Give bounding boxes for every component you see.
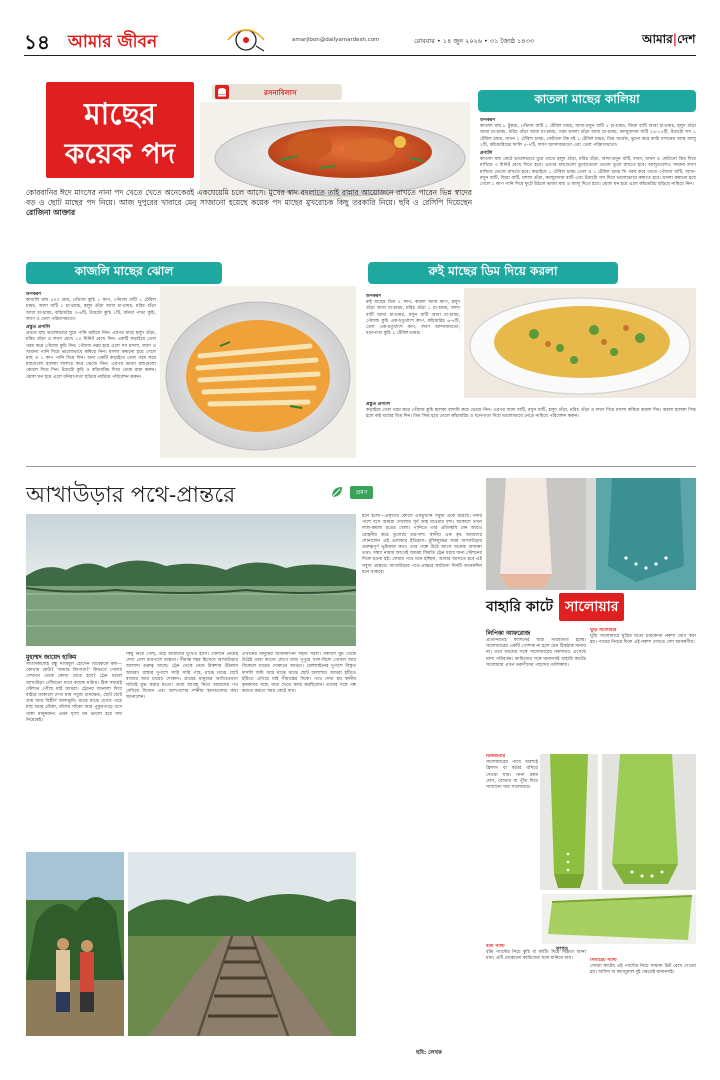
salwar-ghuri [590,628,696,746]
chef-hat-icon [215,85,229,99]
salwar-bottom-pant [486,944,586,1036]
salwar-title [486,594,696,620]
fish-title-line-1: মাছের [83,97,157,132]
salwar-bottom-pant-text: বটম প্যান্টের নিচে কুচি বা কাটিং দিয়ে ভিন্নতা আনা যায়। এটি যেকোনো কামিজের সঙ্গে মানিয়ে যায়। [486,950,586,962]
fish-intro-text: কোরবানির ঈদে মাংসের নানা পদ খেতে খেতে অনেকেরই একঘেয়েমি চলে আসে। মুখের স্বাদ বদলাতে তাই রান্নার আয়োজনে রাখতে পারেন ভিন্ন স্বাদের বড় ও ছোট মাছের পদ নিয়ে। আজ দুপুরের খাবারে মেনু সাজানো হয়েছে কয়েক পদ মাছের মুখরোচক কিছু তরকারি নিয়ে। ছবি ও রেসিপি দিয়েছেন [26,188,472,207]
rui-ingredients-label: উপকরণ [366,294,382,299]
section-logo-icon [222,26,270,54]
salwar-designer-title: ডিজাইনার [486,754,506,759]
fish-intro [26,188,472,240]
travel-tag-label: ভ্রমণ [350,486,373,499]
fish-title-box [46,82,194,178]
salwar-hero-photo [486,478,696,590]
rui-dish-photo [464,288,696,398]
kajoli-recipe [26,292,156,460]
salwar-title-b: সালোয়ার [559,593,624,621]
kajoli-ingredients-label: উপকরণ [26,292,42,297]
salwar-ghuri-title: ঘুড়ি সালোয়ার [590,628,617,633]
salwar-designer-text: সালোয়ারের পায়ে অবশ্যই ফ্রিলস বা বর্ডার বসিয়ে দেওয়া যায়। নানা রকম লেস, বোতাম বা পুঁতি দিয়ে সাজানো যায় সালোয়ার। [486,760,538,791]
kajoli-title-band [26,262,222,284]
salwar-closeup-photo [602,754,696,890]
travel-column-3: এখানের মানুষের জীবনযাপন সহজ সরল। সকালে ঘুম থেকে উঠেই তারা কাজে লেগে যায়। দুপুরে খাল-বিলে গোসল আর বিকেলে চায়ের দোকানে আড্ডা। রেললাইনের দুপাশে বিস্তৃত ফসলি জমি আর মাঝে মাঝে ছোট জলাশয়। আমরা হাঁটতে হাঁটতে এগিয়ে যাই সীমান্তের দিকে। পথে দেখা হয় স্থানীয় কৃষকদের সঙ্গে, যারা খেতে কাজ করছিলেন। তাদের সঙ্গে গল্প করতে করতে সময় কেটে যায়। [242,652,356,695]
rui-ingredients-block [366,294,460,398]
salwar-author: লিপিকা আফরোজ [486,630,531,637]
rosona-tag-label: রসনাবিলাস [264,89,297,97]
rui-ingredients: রুই মাছের ডিম ২ কাপ, করলা আধা কাপ, হলুদ গুঁড়া আধা চা-চামচ, মরিচ গুঁড়া ১ চা-চামচ, আদা বাটি আধা চা-চামচ, রসুন বাটি আধা চা-চামচ, পেঁয়াজ কুচি এক-চতুর্থাংশ কাপ, কাঁচামরিচ ৬-৭টি, তেল এক-চতুর্থাংশ কাপ, লবণ আন্দাজমতো, ধনেপাতা কুচি ১ টেবিল-চামচ। [366,300,460,337]
salwar-cigarette-pant-title: সিগারেট প্যান্ট [590,958,617,963]
section-divider [26,466,696,467]
paper-name-part-a: আমার [642,32,673,46]
salwar-model-photo [540,754,598,890]
katla-method-label: প্রণালি [480,151,493,157]
katla-ingredients: কাতলা মাছ ৮ টুকরা, পেঁয়াজ বাটি ১ টেবিল চামচ, আদা-রসুন বাটি ১ চা-চামচ, জিরা বাটি আধা চা-চামচ, হলুদ গুঁড়া আধা চা-চামচ, মরিচ গুঁড়া আধা চা-চামচ, গরম মসলা গুঁড়া আধা চা-চামচ, কাজুবাদাম বাটি ২৪-১৫টি, টমেটো সস ১ টেবিল চামচ, মাখন ১ টেবিল চামচ, ফেটানো টক দই ১ টেবিল চামচ, ডিম অর্ধেক, ভুনো করে কাটা মাখনের আস্ত আলু ২টি, কাঁচামরিচের ফালি ৫-৭টি, লবণ আন্দাজমতো এবং তেল পরিমাণমতো। [480,124,696,148]
rui-method-block [366,402,696,452]
fish-intro-author: রোজিনা আক্তার [26,208,76,217]
salwar-intro: প্রতিনিয়তই ফ্যাশনের ধারা পরিবর্তিত হচ্ছে। সালোয়ারের একটি পোশাক না হলে যেন ঠিকঠাক মানায় না। তবে সময়ের সঙ্গে সালোয়ারের নকশায়ও এসেছে নানা পরিবর্তন। কামিজের সঙ্গে মানানসই বাহারি কাটের সালোয়ার এখন তরুণীদের পছন্দের তালিকায়। [486,638,586,668]
kajoli-title: কাজলি মাছের ঝোল [74,264,174,278]
kajoli-method: প্রথমে মাছ ভালোভাবে ধুয়ে পানি ঝরিয়ে নিন। এরপর মাছে হলুদ গুঁড়া, মরিচ গুঁড়া ও লবণ মেখে ১০ মিনিট রেখে দিন। একটি কড়াইয়ে তেল গরম করে পেঁয়াজ কুচি দিন। পেঁয়াজ নরম হয়ে এলে সব মসলা, লবণ ও সামান্য পানি দিয়ে ভালোভাবে কষিয়ে নিন। মসলা কষানো হয়ে গেলে মাছ ও ১ কাপ পানি দিয়ে দিন। অন্য একটি কড়াইয়ে তেল গরম করে মাছগুলো হালকা লালচে করে ভেজে নিন। এরপর ভাজা মাছগুলো ঝোলে দিয়ে দিন। টমেটো কুচি ও কাঁচামরিচ দিয়ে ঢেকে রান্না করুন। ঝোল ঘন হয়ে এলে ধনিয়াপাতা ছড়িয়ে নামিয়ে পরিবেশন করুন। [26,331,156,380]
fish-title-line-2: কয়েক পদ [64,137,176,170]
lake-photo [26,514,356,646]
salwar-bottom-pant-title: বটম প্যান্ট [486,944,505,949]
date-line: রোববার • ১৪ জুন ২০২৬ • ৩১ জ্যৈষ্ঠ ১৪৩৩ [414,37,534,45]
travel-column-4: মনে হলো—প্রকৃতির কোলে একটুখানি সবুজ এঁকে রয়েছে। নদীর পাশে বসে আমরা দেখলাম সূর্য অস্ত যাওয়ার দৃশ্য। আকাশে তখন লাল-কমলা রঙের খেলা। পানিতে তার প্রতিচ্ছবি যেন আরও মোহনীয় করে তুলেছে চারপাশ। স্থানীয় এক বৃদ্ধ আমাদের শোনালেন এই এলাকার ইতিহাস। মুক্তিযুদ্ধের সময় আখাউড়ার গুরুত্বপূর্ণ ভূমিকার কথা। তার গল্পে উঠে আসে অনেক অজানা তথ্য। সন্ধ্যা নামার আগেই আমরা ফিরতি ট্রেন ধরার জন্য স্টেশনের দিকে রওনা হই। ফেরার পথে মনে হচ্ছিল, আবার আসতে হবে এই সবুজ প্রান্তরে। আখাউড়ার পথে-প্রান্তরে কাটানো দিনটি অনেকদিন মনে থাকবে। [362,514,482,575]
page-number: ১৪ [24,30,50,54]
katla-ingredients-label: উপকরণ [480,118,496,123]
masthead [24,26,696,56]
salwar-title-a: বাহারি কাটে [486,599,553,615]
people-photo [26,852,124,1036]
katla-dish-photo [200,102,470,200]
fabric-caption: কাপড় [556,946,568,952]
rui-method: কড়াইয়ে তেল গরম করে পেঁয়াজ কুচি হালকা বাদামি করে ভেজে নিন। এরপর আদা বাটি, রসুন বাটি, হলুদ গুঁড়া, মরিচ গুঁড়া ও লবণ দিয়ে মসলা কষিয়ে করলা দিন। করলা হালকা সিদ্ধ হলে রুই মাছের ডিম দিন। ডিম সিদ্ধ হয়ে গেলে কাঁচামরিচ ও ধনেপাতা দিয়ে ভালোভাবে নেড়ে নামিয়ে পরিবেশন করুন। [366,408,696,420]
travel-column-1: সাতসকালেই বন্ধু নাজমুল হোসেন বিবেককে কল—কোথায় কেউ? 'আমার জিগাবা?' কিভাবে পেলাম সেখানে থেকে কোথা যেতে হবে? ট্রেন ধরলে আখাউড়া পৌঁছানো যাবে কয়েক ঘণ্টায়। ঠিক সময়েই স্টেশনে পৌঁছে যাই আমরা। ট্রেনের জানালা দিয়ে বাইরে তাকালে দেখা যায় সবুজ ধানক্ষেত, ছোট ছোট গ্রাম আর বিস্তীর্ণ জলাভূমি। মাঝে মাঝে চোখে পড়ে মাছ ধরার নৌকা, বাঁশের সাঁকো আর পুকুরপাড়ে বসে থাকা মানুষজন। এমন দৃশ্যে মন ভালো হয়ে যায় নিমেষেই। [26,662,122,723]
section-title: আমার জীবন [68,32,158,52]
fabric-photo [542,894,696,944]
rui-title-band [368,262,618,284]
salwar-cigarette-pant [590,958,696,1036]
masthead-divider [24,55,696,56]
travel-title: আখাউড়ার পথে-প্রান্তরে [26,483,236,508]
paper-name-part-b: দেশ [677,32,696,46]
section-email[interactable]: amarjibon@dailyamardesh.com [292,37,380,43]
rui-title: রুই মাছের ডিম দিয়ে করলা [428,264,558,278]
travel-column-2: কিছু নিয়ে গেছি, তাই আমাদের মুখেও হাসি। স্টেশনে নেমেই দেখা গেল চারপাশে ব্যস্ততা। সীমান্ত শহর হিসেবে আখাউড়ার আলাদা গুরুত্ব আছে। ট্রেন থেকে নেমে রিকশায় উঠলাম আমরা। রাস্তার দুপাশে সারি সারি গাছ, মাঝে মাঝে ছোট বাজার আর চায়ের দোকান। গ্রামের মানুষের আতিথেয়তা সত্যিই মুগ্ধ করার মতো। তারা আগ্রহ নিয়ে আমাদের পথ দেখিয়ে দিলেন এবং আশপাশের দর্শনীয় স্থানগুলোর কথা জানালেন। [126,652,238,701]
rui-method-label: প্রস্তুত প্রণালি [366,402,391,407]
paper-name: আমার|দেশ [642,32,696,46]
katla-recipe [480,118,696,250]
katla-method: কাতলা মাছ কেটে ভালোভাবে ধুয়ে তাতে হলুদ গুঁড়া, মরিচ গুঁড়া, আদা-রসুন বাটি, লবণ, মাখন ও ফেটানো ডিম দিয়ে মাখিয়ে ৩ মিনিট রেখে দিতে হবে। এরপর মাছগুলো ডুবোতেলে ভেজে তুলে রাখতে হবে। আলুগুলোও সামান্য লবণ মাখিয়ে ভেজে রাখতে হবে। কড়াইয়ে ১ টেবিল চামচ তেল ও ১ টেবিল চামচ ঘি গরম করে তাতে পেঁয়াজ বাটি, আদা-রসুন বাটি, জিরা বাটি, মশলা গুঁড়া, কাজুবাদাম বাটি এবং টমেটো সস দিয়ে ভালোভাবে কষাতে হবে। মসলা কষানো হয়ে গেলে ১ কাপ পানি দিয়ে ফুটে উঠলে ভাজা মাছ ও আলু দিতে হবে। ঝোল ঘন হয়ে এলে কাঁচামরিচ ছড়িয়ে নামিয়ে নিন। [480,157,696,188]
salwar-designer [486,754,538,940]
katla-title: কাতলা মাছের কালিয়া [534,92,640,106]
leaf-icon [330,485,344,499]
travel-tag [330,484,386,500]
kajoli-dish-photo [160,286,356,458]
kajoli-method-label: প্রস্তুত প্রণালি [26,325,51,331]
railway-photo [128,852,356,1036]
salwar-cigarette-pant-text: সোজা কাটের এই প্যান্টের নিচে সামান্য স্লিট রেখে দেওয়া হয়। অফিস বা ক্যাজুয়াল দুই ক্ষেত্রেই মানানসই। [590,964,696,976]
travel-author: মুহাম্মদ জায়েদ হাকিম [26,654,77,661]
katla-title-band [478,90,696,112]
travel-photo-credit: ছবি: লেখক [416,1050,442,1056]
salwar-ghuri-text: ঘুড়ি সালোয়ারে ঘুড়ির মতো চারকোনা নকশা যোগ করা হয়। পায়ের নিচের দিকে এই নকশা দেখতে বেশ আকর্ষণীয়। [590,634,696,646]
kajoli-ingredients: কাজলি মাছ ৫০০ গ্রাম, পেঁয়াজ কুচি ১ কাপ, পেঁয়াজ বাটি ১ টেবিল চামচ, আদা বাটি ১ চা-চামচ, হলুদ গুঁড়া আধা চা-চামচ, মরিচ গুঁড়া আধা চা-চামচ, কাঁচামরিচ ৩-৪টি, টমেটো কুচি ১টি, ধনিয়া পাতা কুচি, লবণ ও তেল পরিমাণমতো। [26,298,156,322]
rosona-tag [212,84,342,100]
